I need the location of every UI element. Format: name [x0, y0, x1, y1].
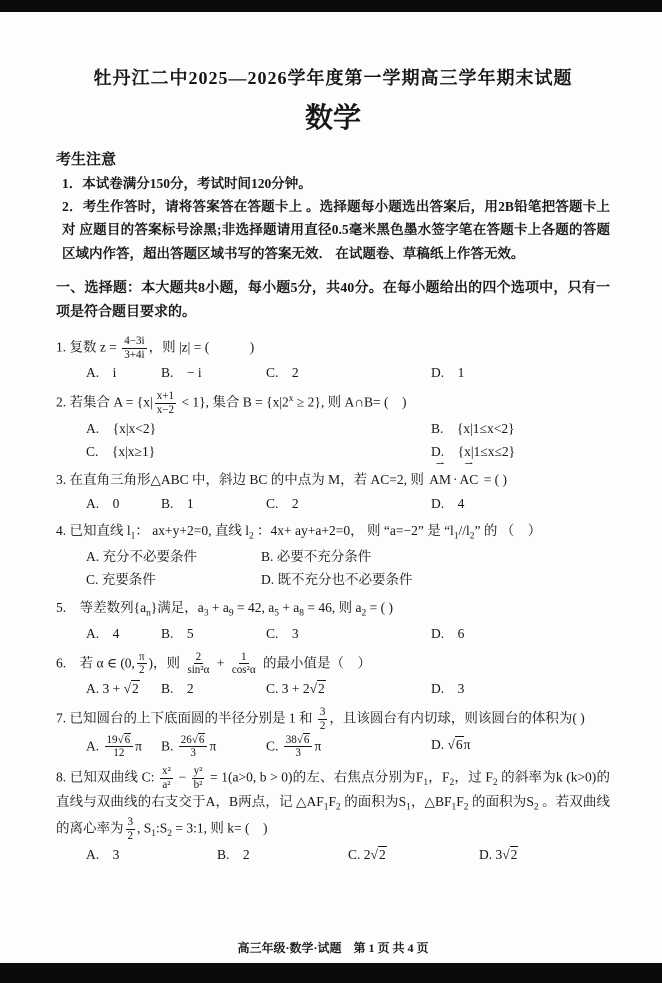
- question-5-options: [86, 623, 610, 646]
- question-8: [56, 765, 610, 867]
- sqrt-radical: √2: [309, 681, 325, 697]
- question-2-options: [86, 418, 610, 464]
- scan-edge-top: [0, 0, 662, 12]
- question-5-stem: 5. 等差数列$\{a_n\}$满足，$a_3 + a_9 = 42$, $a_5 + a_8 = 46$, 则 $a_2$ = ( ): [56, 600, 393, 619]
- question-1-option-A: A. i: [86, 365, 117, 381]
- question-6-options: [86, 678, 610, 701]
- question-7-option-A: A. $\frac{19√6}{12}$ π: [86, 733, 142, 760]
- question-8-stem: 8. 已知双曲线 C: $\frac{\text{x²}}{\text{a²}}$ − $\frac{\text{y²}}{\text{b²}}$ = 1(a>0, b > 0)的左、右焦点分别为$F_1$，$F_2$，过 $F_2$ 的斜率为k (k>0)的直线与双曲线的右支交于A，B两点，记 $\triangle AF_1F_2$ 的面积为$S_1$，$\triangle BF_1F_2$ 的面积为$S_2$ 。若双曲线的离心率为 $\frac{3}{2}$ , $S_1:S_2$ = 3:1, 则 k= ( ): [56, 765, 610, 842]
- subject-title: 数学: [304, 103, 361, 134]
- question-2-option-B: B. {x|1≤x<2}: [431, 420, 515, 436]
- fraction: $\frac{\text{x²}}{\text{a²}}$: [162, 765, 171, 791]
- question-2-option-C: C. {x|x≥1}: [86, 443, 156, 459]
- question-5: [56, 597, 610, 646]
- question-4-options: [86, 546, 610, 592]
- fraction: $\frac{\text{y²}}{\text{b²}}$: [193, 765, 203, 791]
- fraction: $\frac{x+1}{x-2}$: [156, 390, 174, 416]
- question-6-option-B: B. 2: [161, 681, 194, 697]
- scan-edge-bottom: [0, 963, 662, 983]
- sqrt-radical: √6: [447, 736, 463, 752]
- sqrt-radical: √6: [191, 733, 205, 746]
- question-6-option-C: C. 3 + 2√2: [266, 681, 325, 697]
- question-8-option-A: A. 3: [86, 846, 120, 862]
- fraction: $\frac{1}{\text{cos²α}}$: [231, 650, 256, 677]
- question-3-option-C: C. 2: [266, 495, 299, 511]
- question-8-options: [86, 844, 610, 867]
- fraction: $\frac{4-3i}{3+4i}$: [124, 334, 145, 361]
- question-2: [56, 390, 610, 463]
- question-2-stem: 2. 若集合 A = {x| $\frac{x+1}{x-2}$ < 1}, 集合 $B = \{x|2^x \ge 2\}$, 则 A∩B= ( ): [56, 390, 407, 416]
- question-4-option-D: D. 既不充分也不必要条件: [261, 572, 413, 588]
- question-3-options: [86, 493, 610, 516]
- sqrt-radical: √2: [502, 846, 518, 862]
- question-2-option-D: D. {x|1≤x≤2}: [431, 443, 516, 459]
- fraction: $\frac{3}{2}$: [127, 816, 134, 842]
- question-5-option-A: A. 4: [86, 625, 120, 641]
- question-6-option-A: A. 3 + √2: [86, 681, 139, 697]
- question-4: [56, 520, 610, 592]
- sqrt-radical: √2: [123, 681, 139, 697]
- exam-title: 牡丹江二中2025—2026学年度第一学期高三学年期末试题: [93, 68, 573, 88]
- question-1-options: [86, 362, 610, 385]
- question-8-option-D: D. 3√2: [479, 846, 518, 862]
- question-4-stem: 4. 已知直线 $l_1$： ax+y+2=0, 直线 $l_2$ ：4x+ ay+a+2=0， 则 “a=−2” 是 “$l_1//l_2$” 的 （ ）: [56, 523, 542, 543]
- question-1-stem: 1. 复数 z = $\frac{4-3i}{3+4i}$ ，则 |z| = ( ): [56, 334, 255, 361]
- question-6-stem: 6. 若 α ∈ (0, $\frac{\pi}{2}$ )，则 $\frac{2}{\text{sin²α}}$ + $\frac{1}{\text{cos²α}}$ 的最小值是（ ）: [56, 650, 372, 677]
- question-1: [56, 335, 610, 385]
- question-1-option-D: D. 1: [431, 365, 465, 381]
- question-3-option-D: D. 4: [431, 495, 465, 511]
- question-8-option-B: B. 2: [217, 846, 250, 862]
- page-footer: 高三年级·数学·试题 第 1 页 共 4 页: [237, 941, 429, 955]
- question-7-options: [86, 734, 610, 760]
- notice-section: [56, 148, 610, 265]
- notice-item-1: 1．本试卷满分150分，考试时间120分钟。: [62, 176, 312, 191]
- question-7-option-B: B. $\frac{26√6}{3}$ π: [161, 733, 217, 760]
- fraction: $\frac{\pi}{2}$: [138, 650, 145, 677]
- question-3-option-A: A. 0: [86, 495, 120, 511]
- question-1-option-B: B. − i: [161, 365, 202, 381]
- question-5-option-C: C. 3: [266, 625, 299, 641]
- notice-heading: 考生注意: [56, 152, 117, 168]
- question-7-stem: 7. 已知圆台的上下底面圆的半径分别是 1 和 $\frac{3}{2}$ ，且该圆台有内切球，则该圆台的体积为( ): [56, 706, 585, 732]
- questions-list: [56, 330, 610, 868]
- question-4-option-A: A. 充分不必要条件: [86, 549, 197, 565]
- question-3: [56, 469, 610, 516]
- question-6-option-D: D. 3: [431, 681, 465, 697]
- sqrt-radical: √6: [296, 733, 310, 746]
- vector-arrow: ⇀ AC: [460, 469, 479, 492]
- fraction: $\frac{3}{2}$: [319, 706, 326, 732]
- question-2-option-A: A. {x|x<2}: [86, 420, 157, 436]
- question-4-option-C: C. 充要条件: [86, 572, 156, 588]
- section-heading-choice: 一、选择题：本大题共8小题，每小题5分，共40分。在每小题给出的四个选项中，只有一项是符合题目要求的。: [56, 280, 610, 321]
- question-4-option-B: B. 必要不充分条件: [261, 549, 372, 565]
- fraction: $\frac{38√6}{3}$: [284, 734, 313, 760]
- sqrt-radical: √6: [117, 733, 131, 746]
- question-7-option-D: D. √6π: [431, 736, 471, 752]
- question-7-option-C: C. $\frac{38√6}{3}$ π: [266, 733, 322, 760]
- sqrt-radical: √2: [370, 846, 386, 862]
- fraction: $\frac{19√6}{12}$: [105, 734, 134, 760]
- fraction: $\frac{2}{\text{sin²α}}$: [187, 650, 210, 677]
- question-7: [56, 706, 610, 760]
- fraction: $\frac{26√6}{3}$: [179, 734, 208, 760]
- question-5-option-D: D. 6: [431, 625, 465, 641]
- question-8-option-C: C. 2√2: [348, 846, 386, 862]
- notice-item-2: 2．考生作答时，请将答案答在答题卡上 。选择题每小题选出答案后，用2B铅笔把答题卡上对 应题目的答案标号涂黑;非选择题请用直径0.5毫米黑色墨水签字笔在答题卡上各题的答题区域内作答，超出答题区域书写的答案无效． 在试题卷、草稿纸上作答无效。: [62, 199, 610, 261]
- question-1-option-C: C. 2: [266, 365, 299, 381]
- exam-paper: [0, 12, 662, 963]
- vector-arrow: ⇀ AM: [429, 469, 451, 492]
- question-6: [56, 651, 610, 701]
- question-3-option-B: B. 1: [161, 495, 194, 511]
- question-3-stem: 3. 在直角三角形△ABC 中，斜边 BC 的中点为 M，若 AC=2, 则 ⇀ AM · ⇀ AC = ( ): [56, 469, 610, 492]
- question-5-option-B: B. 5: [161, 625, 194, 641]
